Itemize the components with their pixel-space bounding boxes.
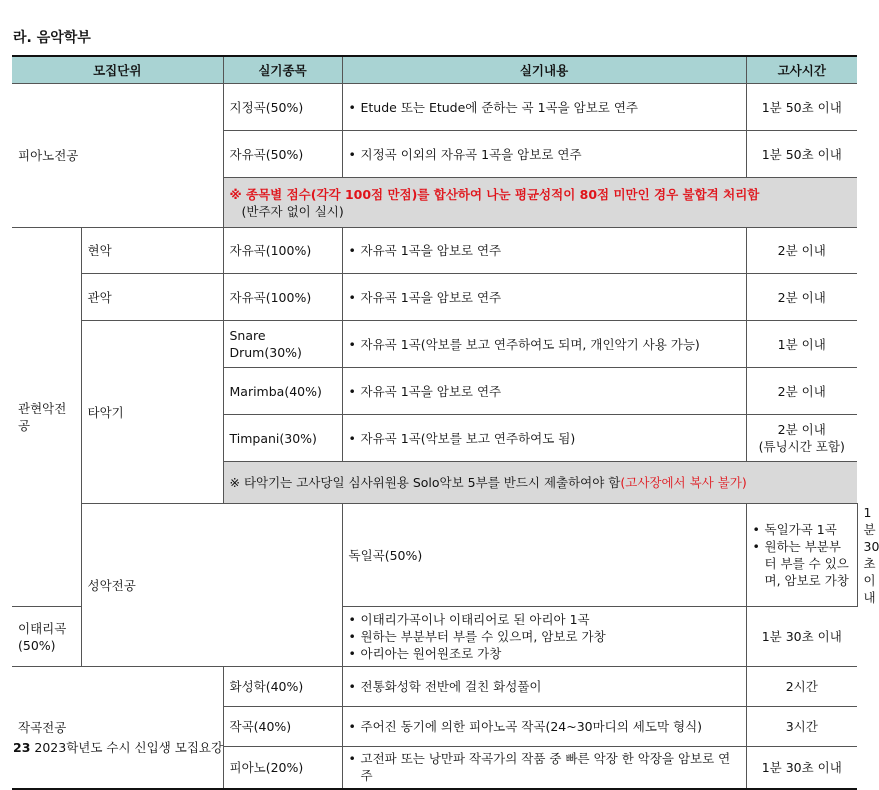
table-row: [12, 667, 857, 707]
item-cell: Snare Drum(30%): [223, 321, 342, 368]
unit-composition: 작곡전공: [12, 667, 223, 789]
content-bullet: • 고전파 또는 낭만파 작곡가의 작품 중 빠른 악장 한 악장을 암보로 연주: [349, 750, 740, 784]
percussion-note-red: (고사장에서 복사 불가): [620, 475, 747, 490]
content-cell: [342, 84, 746, 131]
content-bullet: • 원하는 부분부터 부를 수 있으며, 암보로 가창: [753, 538, 851, 589]
item-cell: Timpani(30%): [223, 415, 342, 462]
time-cell: 1분 50초 이내: [746, 84, 857, 131]
time-cell: 1분 이내: [746, 321, 857, 368]
footer-text: 2023학년도 수시 신입생 모집요강: [34, 740, 224, 755]
time-cell: [746, 415, 857, 462]
content-bullet: • 지정곡 이외의 자유곡 1곡을 암보로 연주: [349, 146, 740, 163]
page-number: 23: [13, 740, 31, 755]
item-cell: 피아노(20%): [223, 747, 342, 789]
content-bullet: • 자유곡 1곡을 암보로 연주: [349, 289, 740, 306]
unit-piano: 피아노전공: [12, 84, 223, 228]
time-cell: 1분 30초 이내: [746, 607, 857, 667]
table-row: [12, 274, 857, 321]
time-cell: 3시간: [746, 707, 857, 747]
unit-orchestral: 관현악전공: [12, 228, 81, 607]
item-cell: 이태리곡(50%): [12, 607, 81, 667]
content-bullet: • 주어진 동기에 의한 피아노곡 작곡(24~30마디의 세도막 형식): [349, 718, 740, 735]
page-footer: [13, 738, 223, 756]
admission-table: [12, 55, 879, 790]
percussion-note: [223, 462, 857, 504]
header-item: 실기종목: [223, 56, 342, 84]
content-cell: [342, 607, 746, 667]
table-row: [12, 84, 857, 131]
content-cell: [342, 131, 746, 178]
content-cell: [342, 368, 746, 415]
time-value: 2분 이내: [777, 422, 826, 437]
content-bullet: • 독일가곡 1곡: [753, 521, 851, 538]
content-bullet: • 자유곡 1곡(악보를 보고 연주하여도 되며, 개인악기 사용 가능): [349, 336, 740, 353]
content-cell: [342, 228, 746, 274]
item-cell: 독일곡(50%): [342, 504, 746, 607]
section-title: 라. 음악학부: [13, 30, 91, 46]
item-cell: 화성학(40%): [223, 667, 342, 707]
table-header-row: [12, 56, 857, 84]
content-bullet: • 자유곡 1곡을 암보로 연주: [349, 383, 740, 400]
content-bullet: • 아리아는 원어원조로 가창: [349, 645, 740, 662]
piano-note-sub: (반주자 없이 실시): [241, 203, 344, 219]
item-cell: 자유곡(100%): [223, 274, 342, 321]
table-row: [12, 228, 857, 274]
content-cell: [342, 707, 746, 747]
table-row: [12, 321, 857, 368]
content-cell: [342, 274, 746, 321]
content-bullet: • 자유곡 1곡(악보를 보고 연주하여도 됨): [349, 430, 740, 447]
item-cell: 자유곡(50%): [223, 131, 342, 178]
subunit-winds: 관악: [81, 274, 223, 321]
subunit-strings: 현악: [81, 228, 223, 274]
time-cell: 1분 30초 이내: [746, 747, 857, 789]
item-cell: 지정곡(50%): [223, 84, 342, 131]
piano-note: [223, 178, 857, 228]
time-cell: 2분 이내: [746, 228, 857, 274]
content-cell: [342, 667, 746, 707]
time-cell: 2시간: [746, 667, 857, 707]
content-bullet: • 전통화성학 전반에 걸친 화성풀이: [349, 678, 740, 695]
time-cell: 1분 50초 이내: [746, 131, 857, 178]
time-cell: 2분 이내: [746, 368, 857, 415]
header-unit: 모집단위: [12, 56, 223, 84]
content-bullet: • Etude 또는 Etude에 준하는 곡 1곡을 암보로 연주: [349, 99, 740, 116]
subunit-percussion: 타악기: [81, 321, 223, 504]
time-note: (튜닝시간 포함): [758, 439, 845, 454]
content-cell: [342, 415, 746, 462]
percussion-note-text: ※ 타악기는 고사당일 심사위원용 Solo악보 5부를 반드시 제출하여야 함: [229, 475, 621, 490]
header-time: 고사시간: [746, 56, 857, 84]
content-cell: [342, 321, 746, 368]
content-bullet: • 이태리가곡이나 이태리어로 된 아리아 1곡: [349, 611, 740, 628]
content-cell: [746, 504, 857, 607]
content-bullet: • 원하는 부분부터 부를 수 있으며, 암보로 가창: [349, 628, 740, 645]
content-cell: [342, 747, 746, 789]
content-bullet: • 자유곡 1곡을 암보로 연주: [349, 242, 740, 259]
unit-vocal: 성악전공: [81, 504, 342, 667]
item-cell: 작곡(40%): [223, 707, 342, 747]
piano-note-main: ※ 종목별 점수(각각 100점 만점)를 합산하여 나눈 평균성적이 80점 미만인 경우 불합격 처리함: [229, 186, 760, 202]
item-cell: Marimba(40%): [223, 368, 342, 415]
item-cell: 자유곡(100%): [223, 228, 342, 274]
table-row: 성악전공 독일곡(50%) • 독일가곡 1곡 • 원하는 부분부터 부를 수 있으며, 암보로 가창 1분 30초 이내: [12, 504, 857, 607]
time-cell: 2분 이내: [746, 274, 857, 321]
header-content: 실기내용: [342, 56, 746, 84]
